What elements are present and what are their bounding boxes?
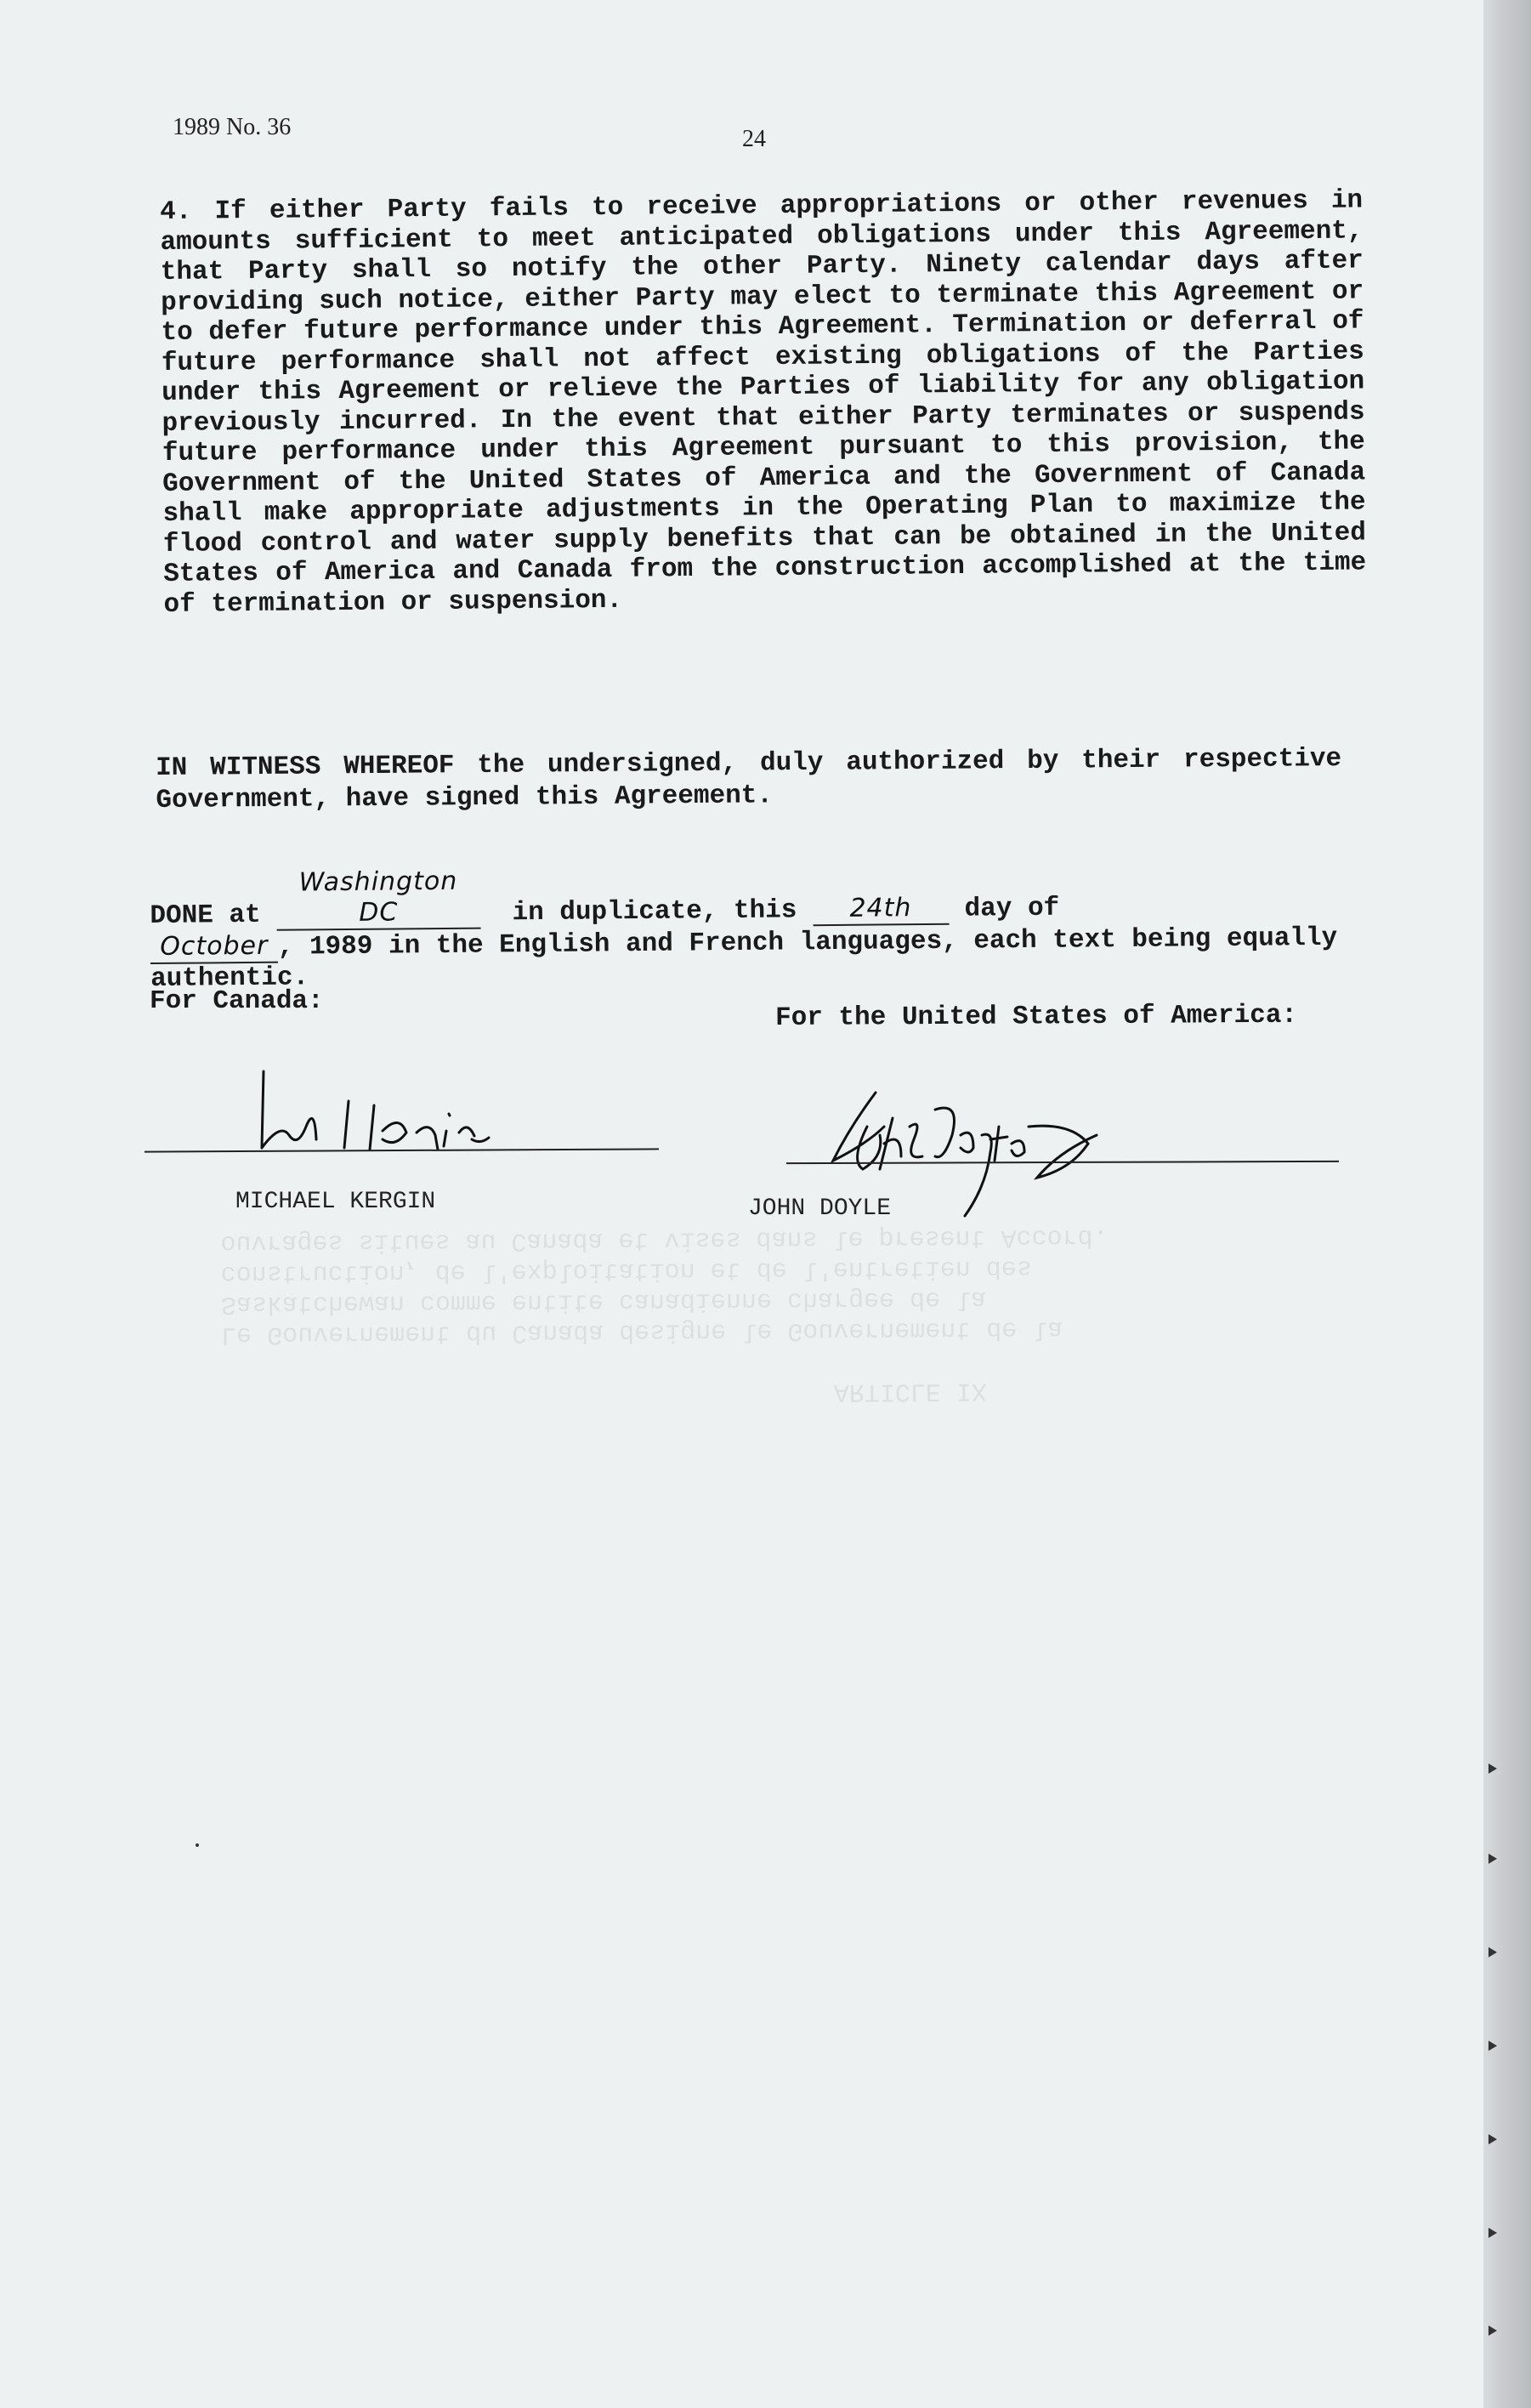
canada-signatory-name: MICHAEL KERGIN	[235, 1189, 436, 1215]
done-middle: in duplicate, this	[512, 895, 797, 929]
page-edge	[1483, 0, 1531, 2408]
edge-tick-mark	[1488, 2228, 1497, 2238]
speck-mark	[196, 1843, 199, 1847]
page-number: 24	[742, 126, 766, 152]
handwritten-month: October	[150, 931, 278, 964]
execution-clause	[150, 859, 1349, 995]
article-paragraph-4: 4. If either Party fails to receive appropriations or other revenues in amounts sufficient to meet anticipated obligations under this Agreement, that Party shall so notify the other Party. Ninety calendar days after providing such notice, either Party may elect to terminate this Agreement or to defer future performance under this Agreement. Termination or deferral of future performance shall not affect existing obligations of the Parties under this Agreement or relieve the Parties of liability for any obligation previously incurred. In the event that either Party terminates or suspends future performance under this Agreement pursuant to this provision, the Government of the United States of America and the Government of Canada shall make appropriate adjustments in the Operating Plan to maximize the flood control and water supply benefits that can be obtained in the United States of America and Canada from the construction accomplished at the time of termination or suspension.	[160, 185, 1367, 620]
bleed-through-text: ARTICLE IX Le Gouvernement du Canada designe le Gouvernement de la Saskatchewan comme entite canadienne chargee de la construction, de l'exploitation et de l'entretien des ouvrages situes au Canada et vises dans le present Accord.	[144, 1222, 1109, 1411]
edge-tick-mark	[1488, 2041, 1497, 2051]
done-prefix: DONE at	[150, 900, 261, 931]
witness-clause: IN WITNESS WHEREOF the undersigned, duly authorized by their respective Government, have signed this Agreement.	[156, 744, 1342, 815]
edge-tick-mark	[1488, 1947, 1497, 1957]
document-citation: 1989 No. 36	[173, 114, 292, 140]
handwritten-day: 24th	[813, 893, 949, 926]
edge-tick-mark	[1488, 2326, 1497, 2336]
edge-tick-mark	[1488, 1854, 1497, 1864]
handwritten-place: Washington DC	[276, 866, 481, 931]
edge-tick-mark	[1488, 2134, 1497, 2144]
canada-signature	[255, 1054, 527, 1156]
us-signatory-name: JOHN DOYLE	[748, 1195, 892, 1222]
for-canada-label: For Canada:	[150, 986, 324, 1016]
for-us-label: For the United States of America:	[775, 1000, 1298, 1033]
edge-tick-mark	[1488, 1763, 1497, 1774]
done-suffix: day of	[964, 893, 1060, 924]
done-rest: , 1989 in the English and French languages, each text being equally authentic.	[150, 923, 1338, 994]
